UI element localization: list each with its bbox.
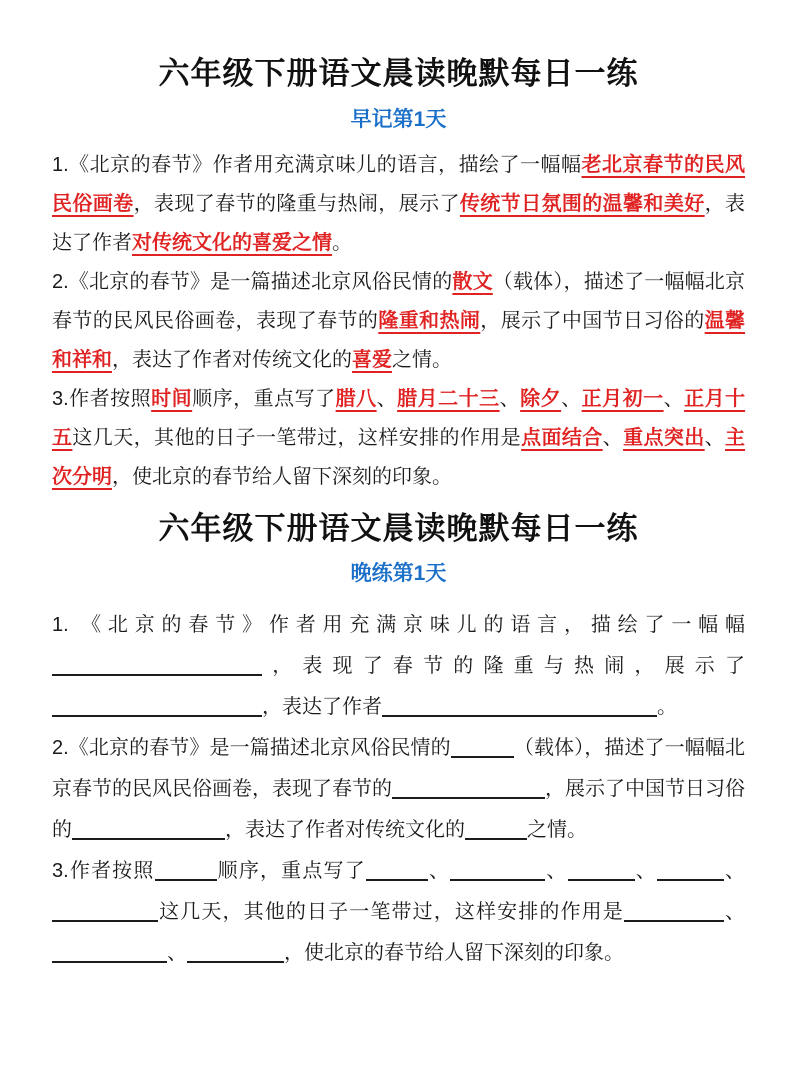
text-run: ，表达了作者 xyxy=(262,696,382,719)
text-run: 、 xyxy=(602,426,624,449)
text-run: 1. 《北京的春节》作者用充满京味儿的语言，描绘了一幅幅 xyxy=(52,614,745,637)
text-run: ，表达了作者对传统文化的 xyxy=(225,819,465,842)
text-run: 、 xyxy=(723,901,745,924)
text-run: 之情。 xyxy=(392,348,452,371)
text-run: ，使北京的春节给人留下深刻的印象。 xyxy=(112,465,452,488)
fill-in-blank xyxy=(366,861,428,881)
fill-in-blank xyxy=(52,656,262,676)
text-run: 2.《北京的春节》是一篇描述北京风俗民情的 xyxy=(52,737,451,760)
question-paragraph xyxy=(52,146,745,263)
fill-in-blank xyxy=(451,738,514,758)
text-run: ，表现了春节的隆重与热闹，展示了 xyxy=(133,192,460,215)
text-run: ，展示了中国节日习俗的 xyxy=(52,778,745,842)
answer-text: 对传统文化的喜爱之情 xyxy=(132,231,332,254)
question-paragraph xyxy=(52,605,745,728)
fill-in-blank xyxy=(382,697,657,717)
answer-text: 腊八 xyxy=(335,387,377,410)
text-run: 、 xyxy=(545,860,568,883)
text-run: 、 xyxy=(634,860,657,883)
text-run: 2.《北京的春节》是一篇描述北京风俗民情的 xyxy=(52,270,453,293)
fill-in-blank xyxy=(52,943,167,963)
fill-in-blank xyxy=(392,779,545,799)
question-paragraph xyxy=(52,380,745,497)
page-title: 六年级下册语文晨读晚默每日一练 xyxy=(158,510,639,546)
text-run: 这几天，其他的日子一笔带过，这样安排的作用是 xyxy=(72,426,522,449)
answer-text: 喜爱 xyxy=(352,348,392,371)
answer-text: 传统节日氛围的温馨和美好 xyxy=(459,192,705,215)
text-run: 这几天，其他的日子一笔带过，这样安排的作用是 xyxy=(158,901,624,924)
text-run: 、 xyxy=(376,387,398,410)
text-run: 、 xyxy=(561,387,582,410)
text-run: 。 xyxy=(332,231,352,254)
text-run: ，表达了作者 xyxy=(52,192,746,254)
answer-text: 正月十五 xyxy=(52,387,746,449)
text-run: 3.作者按照 xyxy=(52,387,152,410)
fill-in-blank xyxy=(657,861,724,881)
answer-text: 老北京春节的民风民俗画卷 xyxy=(52,153,746,215)
answer-text: 散文 xyxy=(452,270,493,293)
sections-container xyxy=(52,56,745,974)
question-paragraph xyxy=(52,728,745,851)
text-run: 、 xyxy=(723,860,746,883)
answer-text: 温馨和祥和 xyxy=(52,309,746,371)
text-run: ，表达了作者对传统文化的 xyxy=(112,348,352,371)
fill-in-blank xyxy=(187,943,284,963)
text-run: 顺序，重点写了 xyxy=(216,860,366,883)
text-run: 、 xyxy=(663,387,685,410)
fill-in-blank xyxy=(72,820,225,840)
answer-text: 除夕 xyxy=(520,387,562,410)
text-run: 顺序，重点写了 xyxy=(192,387,336,410)
page-title: 六年级下册语文晨读晚默每日一练 xyxy=(158,56,639,91)
text-run: ，表现了春节的隆重与热闹，展示了 xyxy=(262,655,745,678)
fill-in-blank xyxy=(52,902,158,922)
fill-in-blank xyxy=(450,861,545,881)
question-paragraph xyxy=(52,851,745,974)
text-run: ，展示了中国节日习俗的 xyxy=(480,309,705,332)
text-run: ，使北京的春节给人留下深刻的印象。 xyxy=(284,942,624,965)
text-run: 、 xyxy=(167,942,187,965)
text-run: （载体），描述了一幅幅北京春节的民风民俗画卷，表现了春节的 xyxy=(52,270,746,332)
answer-text: 时间 xyxy=(151,387,193,410)
text-run: 3.作者按照 xyxy=(52,860,155,883)
text-run: （载体），描述了一幅幅北京春节的民风民俗画卷，表现了春节的 xyxy=(52,737,745,801)
fill-in-blank xyxy=(568,861,635,881)
answer-text: 隆重和热闹 xyxy=(378,309,481,332)
answer-text: 重点突出 xyxy=(623,426,705,449)
day-subtitle: 早记第1天 xyxy=(350,107,447,131)
fill-in-blank xyxy=(465,820,527,840)
worksheet-section-evening-practice xyxy=(52,511,745,975)
answer-text: 腊月二十三 xyxy=(397,387,500,410)
answer-text: 主次分明 xyxy=(52,426,746,488)
answer-text: 点面结合 xyxy=(521,426,603,449)
text-run: 、 xyxy=(427,860,451,883)
fill-in-blank xyxy=(52,697,262,717)
worksheet-section-morning-memorize xyxy=(52,56,745,497)
text-run: 之情。 xyxy=(527,819,587,842)
text-run: 。 xyxy=(657,696,677,719)
fill-in-blank xyxy=(155,861,217,881)
answer-text: 正月初一 xyxy=(581,387,664,410)
text-run: 1.《北京的春节》作者用充满京味儿的语言，描绘了一幅幅 xyxy=(52,153,582,176)
day-subtitle: 晚练第1天 xyxy=(350,562,447,586)
question-paragraph xyxy=(52,263,745,380)
text-run: 、 xyxy=(499,387,521,410)
text-run: 、 xyxy=(704,426,726,449)
fill-in-blank xyxy=(624,902,724,922)
